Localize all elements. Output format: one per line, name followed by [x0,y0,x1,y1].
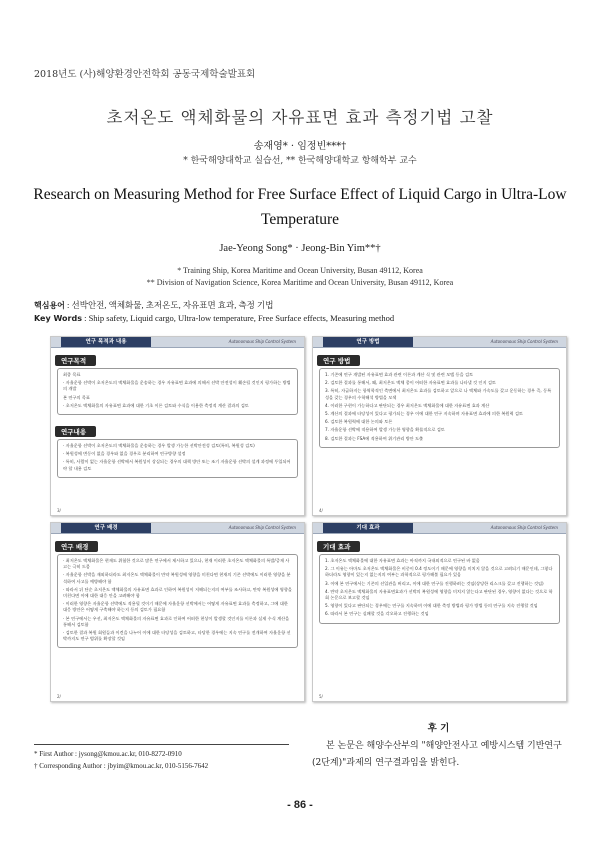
keywords-korean [34,299,273,311]
slide-tab: 기대 효과 [323,523,413,533]
text-line: · 특히, 사람이 없는 자율운항 선박에서 복원성이 상실되는 경우의 대책 방안 또는 조기 자율운항 선박의 설계 과정에 투입되어야 할 내용 검토 [63,459,291,471]
slide-tagline: Autonomous Ship Control System [228,339,296,344]
section-title: 연구 배경 [55,541,98,552]
affiliation-english-1: * Training Ship, Korea Maritime and Ocean University, Busan 49112, Korea [177,266,423,275]
slide-expected-effects [312,522,567,702]
text-line: · 최저온도 액체화물은 현재도 위험한 것으로 많은 연구에서 제시하고 있으나, 현재 이러한 초저온도 액체화물의 특발/증재 사고는 극히 드뭄 [63,558,290,570]
section-title: 연구 방법 [317,355,360,366]
keywords-english [34,313,394,323]
section-box [57,368,298,415]
slide-tab: 연구 방법 [323,337,413,347]
slide-header [51,523,304,534]
text-line: · 복원성에 변동이 없을 경우와 없을 경우로 분리하여 연구방향 설정 [63,451,186,457]
text-line: 4. 만약 초저온도 액체화물의 자유표면효과가 선박의 복원성에 영향을 미치지 않는다고 판단된 경우, 영향이 없다는 것으로 학회 논문으로 보고할 것임 [325,588,553,601]
slide-research-background [50,522,305,702]
slide-header [313,523,566,534]
keywords-english-text: : Ship safety, Liquid cargo, Ultra-low temperature, Free Surface effects, Measuring method [81,313,395,323]
slide-header [313,337,566,348]
footnote-divider [34,744,289,745]
slide-tagline: Autonomous Ship Control System [228,525,296,530]
slide-tagline: Autonomous Ship Control System [490,525,558,530]
slide-tab: 연구 목적과 내용 [61,337,151,347]
text-line: · 본 연구에서는 우선, 최저온도 액체화물의 자유표면 효과로 인하여 어떠한 현상이 발생할 것인지를 이론과 실제 수식 계산을 통해서 검토함 [63,615,290,627]
footnote-first-author: * First Author : jysong@kmou.ac.kr, 010-8272-0910 [34,750,182,758]
text-line: · 자율운항 선박이 초저온도의 액체화물을 운송하는 경우 자유표면 효과에 의해서 선박 안전성이 훼손될 것인지 평가하는 방법의 개발 [63,380,291,392]
page-number: - 86 - [287,799,313,811]
text-line: 7. 자율운항 선박에 적용하여 발생 가능한 영향을 확률적으로 검토 [325,427,445,433]
section-box [57,439,298,478]
title-english: Research on Measuring Method for Free Surface Effect of Liquid Cargo in Ultra-Low Temperature [33,186,567,228]
text-line: 4. 이러한 구현이 가능하다고 판단되는 경우 최저온도 액체화물에 대한 자유표면 효과 계산 [325,402,490,408]
acknowledgement-text: 본 논문은 해양수산부의 "해양안전사고 예방시스템 기반연구(2단계)"과제의 연구결과임을 밝힌다. [312,741,562,768]
authors-english: Jae-Yeong Song* · Jeong-Bin Yim**† [219,243,381,254]
text-line: 1. 초저온도 액체화물에 대한 자유표면 효과는 아직까지 국내외적으로 연구된 바 없음 [325,558,480,563]
acknowledgement-title: 후 기 [427,723,450,734]
text-line: 8. 검토한 결과는 FSA에 적용하여 위기관리 방안 도출 [325,435,424,441]
authors-korean: 송재영* · 임정빈***† [253,141,347,152]
conference-header: 2018년도 (사)해양환경안전학회 공동국제학술발표회 [34,69,256,80]
slide-research-method [312,336,567,516]
keywords-english-label: Key Words [34,314,82,323]
slide-page-number: 3/ [57,508,61,513]
text-line: 6. 따라서 본 연구는 실패할 것을 각오하고 진행하는 것임 [325,611,429,617]
text-line: · 검토한 결과 복원 회원들과 이견을 나누어 이에 대한 타당성을 검토하고, 타당한 경우에는 지속 연구를 전개하여 자율운항 선박까지도 연구 범위를 확장할 것임 [63,630,291,642]
keywords-korean-label: 핵심용어 [34,301,65,310]
section-title: 연구목적 [55,355,96,366]
footnote-corresponding-author: † Corresponding Author : jbyim@kmou.ac.kr, 010-5156-7642 [34,762,209,770]
slide-research-purpose [50,336,305,516]
title-korean: 초저온도 액체화물의 자유표면 효과 측정기법 고찰 [106,108,494,127]
text-line: · 이러한 영향은 자율운항 선박에도 적용될 것이기 때문에 자율운항 선박에서는 어떻게 자유표면 효과를 측정하고, 그에 대한 대응 방안은 어떻게 구축해야 하는지 등의 검토가 필요함 [63,601,288,613]
slide-page-number: 5/ [319,694,323,699]
text-line: 6. 검토한 복원력에 대한 논의와 토론 [325,419,393,425]
text-line: 2. 그 이유는 아마도 초저온도 액체화물은 비중이 0.4 정도이기 때문에 영향을 미치지 않을 것으로 고려되기 때문인데, 그렇다 하더라도 영향이 있는지 없는지의 여부는 과학적으로 평가해볼 필요가 있음 [325,566,553,578]
slide-page-number: 2/ [57,694,61,699]
text-line: · 따라서 뒤 단순 초저온도 액체화물의 자유표면 효과로 인하여 복원성이 저해되는지의 여부를 조사하고, 만약 복원성에 영향을 미친다면 이에 대한 대응 안을 고려해야 함 [63,586,292,599]
affiliation-english-2: ** Division of Navigation Science, Korea Maritime and Ocean University, Busan 49112, Korea [146,278,454,287]
section-title: 연구내용 [55,426,96,437]
slide-tab: 연구 배경 [61,523,151,533]
text-line: 3. 이에 본 연구에서는 기존의 선입관을 버리고, 이에 대한 연구를 진행하려는 것임(상당한 리스크를 갖고 진행하는 것임) [325,580,544,586]
slide-page-number: 4/ [319,508,323,513]
text-line: 3. 특히, 자급하지는 항역학적인 측면에서 최저온도 효과를 검토하고 앞으로 나 액체와 가속도를 갖고 운동하는 경우 즉, 동특성을 갖는 경우의 수학해석 방법을 모색 [325,388,552,400]
text-line: · 초저온도 액체화물의 자유표면 효과에 대한 기초 이론 검토와 수식을 이용한 측정적 계산 결과의 검토 [63,402,249,408]
text-line: · 자율운항 선박이 초저온도의 액체화물을 운송하는 경우 발생 가능한 선박안전성 검토(특히, 복원성 검토) [63,443,255,449]
slide-tagline: Autonomous Ship Control System [490,339,558,344]
affiliation-korean: * 한국해양대학교 실습선, ** 한국해양대학교 항해학부 교수 [183,156,417,166]
section-box [57,554,298,648]
section-box [319,554,560,624]
keywords-korean-text: : 선박안전, 액체화물, 초저온도, 자유표면 효과, 측정 기법 [64,300,274,310]
text-line: 2. 검토한 결과를 통해서, 왜, 최저온도 액체 종이 어떠한 자유표면 효과를 나타낼 것 인지 검토 [325,380,496,386]
section-box [319,368,560,448]
text-line: 5. 영향이 있다고 판단되는 경우에는 연구를 지속하며 이에 대한 측정 방법과 평가 방법 등의 연구를 지속 진행할 것임 [325,603,538,609]
text-line: 최종 목표 [63,372,81,377]
section-title: 기대 효과 [317,541,360,552]
text-line: 5. 계산의 결과에 타당성이 있다고 평가되는 경우 이에 대한 연구 지속하며 자유표면 효과에 의한 복원력 검토 [325,411,523,417]
slide-header [51,337,304,348]
text-line: · 자율운항 선박을 재외하더라도 최저온도 액체화물이 만약 복원성에 영향을 미친다면 현재의 기존 선박에도 이러한 영향을 분석하여 사고를 예방해야 함 [63,572,291,584]
text-line: 본 연구의 목표 [63,394,90,400]
text-line: 1. 기존에 연구 개발된 자유표면 효과 관련 이론과 계산 식 및 관련 모델 등을 검토 [325,372,474,377]
